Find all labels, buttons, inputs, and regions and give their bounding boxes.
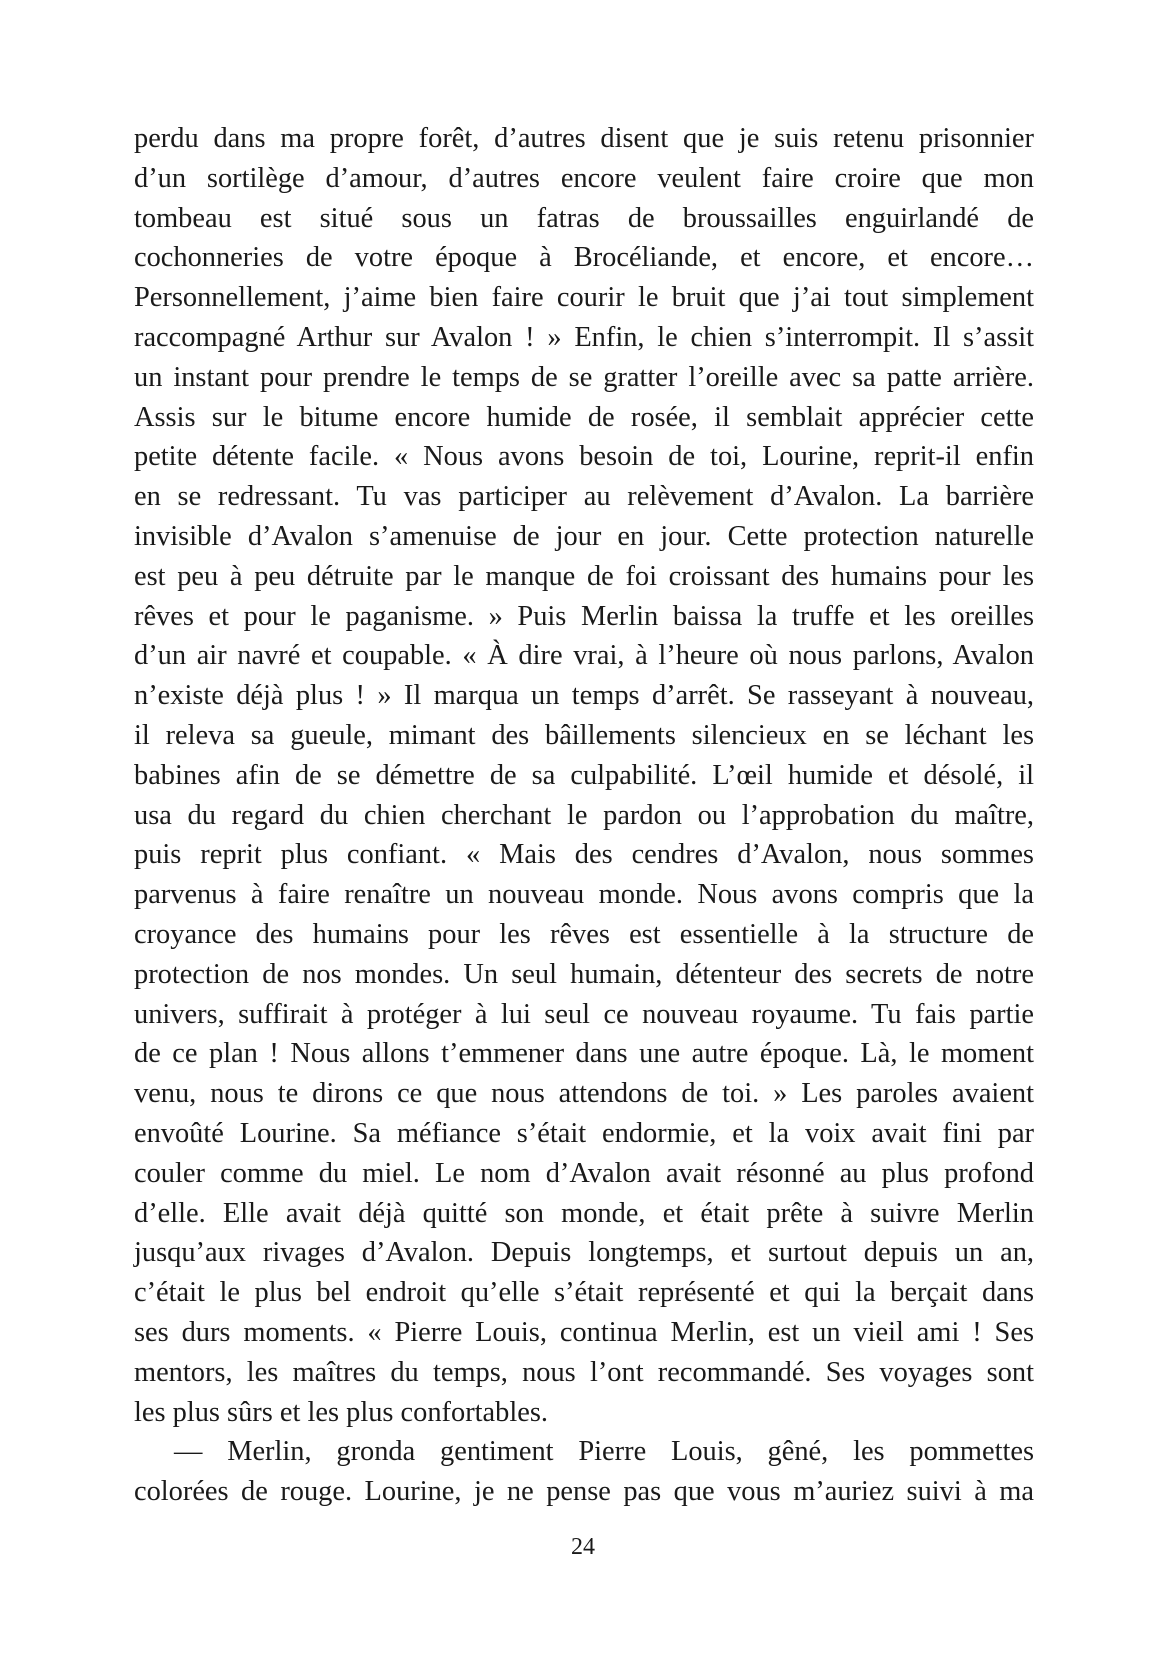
text-line: il releva sa gueule, mimant des bâillements silencieux en se léchant les: [134, 719, 1034, 751]
text-line: croyance des humains pour les rêves est essentielle à la structure de: [134, 918, 1034, 950]
text-line: raccompagné Arthur sur Avalon ! » Enfin, le chien s’interrompit. Il s’assit: [134, 321, 1034, 353]
text-line: usa du regard du chien cherchant le pardon ou l’approbation du maître,: [134, 799, 1034, 831]
text-line: venu, nous te dirons ce que nous attendons de toi. » Les paroles avaient: [134, 1078, 1034, 1110]
paragraph-end-line: les plus sûrs et les plus confortables.: [134, 1396, 548, 1428]
text-line: envoûté Lourine. Sa méfiance s’était endormie, et la voix avait fini par: [134, 1117, 1034, 1149]
text-line: d’un sortilège d’amour, d’autres encore veulent faire croire que mon: [134, 162, 1034, 194]
text-line: invisible d’Avalon s’amenuise de jour en jour. Cette protection naturelle: [134, 520, 1034, 552]
page-number: 24: [571, 1534, 595, 1560]
text-line: ses durs moments. « Pierre Louis, continua Merlin, est un vieil ami ! Ses: [134, 1316, 1034, 1348]
text-line: rêves et pour le paganisme. » Puis Merlin baissa la truffe et les oreilles: [134, 600, 1034, 632]
text-line: couler comme du miel. Le nom d’Avalon avait résonné au plus profond: [134, 1157, 1034, 1189]
text-line: c’était le plus bel endroit qu’elle s’était représenté et qui la berçait dans: [134, 1277, 1034, 1309]
text-line: d’un air navré et coupable. « À dire vrai, à l’heure où nous parlons, Avalon: [134, 640, 1034, 672]
text-line: perdu dans ma propre forêt, d’autres disent que je suis retenu prisonnier: [134, 123, 1034, 154]
text-line: d’elle. Elle avait déjà quitté son monde, et était prête à suivre Merlin: [134, 1197, 1034, 1229]
text-line: parvenus à faire renaître un nouveau monde. Nous avons compris que la: [134, 879, 1034, 911]
body-text: [134, 119, 1034, 1512]
text-line: jusqu’aux rivages d’Avalon. Depuis longtemps, et surtout depuis un an,: [134, 1237, 1034, 1269]
text-line: univers, suffirait à protéger à lui seul ce nouveau royaume. Tu fais partie: [134, 998, 1034, 1030]
text-line: petite détente facile. « Nous avons besoin de toi, Lourine, reprit-il enfin: [134, 441, 1034, 473]
text-line: est peu à peu détruite par le manque de foi croissant des humains pour les: [134, 560, 1034, 592]
text-line: de ce plan ! Nous allons t’emmener dans une autre époque. Là, le moment: [134, 1038, 1034, 1070]
text-line: mentors, les maîtres du temps, nous l’ont recommandé. Ses voyages sont: [134, 1356, 1034, 1388]
text-line: en se redressant. Tu vas participer au relèvement d’Avalon. La barrière: [134, 481, 1034, 513]
text-line: protection de nos mondes. Un seul humain, détenteur des secrets de notre: [134, 958, 1034, 990]
text-line: babines afin de se démettre de sa culpabilité. L’œil humide et désolé, il: [134, 759, 1034, 791]
text-line: puis reprit plus confiant. « Mais des cendres d’Avalon, nous sommes: [134, 839, 1034, 871]
text-line: cochonneries de votre époque à Brocéliande, et encore, et encore…: [134, 242, 1034, 274]
text-line: colorées de rouge. Lourine, je ne pense pas que vous m’auriez suivi à ma: [134, 1476, 1034, 1508]
text-line: n’existe déjà plus ! » Il marqua un temps d’arrêt. Se rasseyant à nouveau,: [134, 680, 1034, 712]
text-line: Personnellement, j’aime bien faire courir le bruit que j’ai tout simplement: [134, 282, 1034, 314]
text-line: un instant pour prendre le temps de se gratter l’oreille avec sa patte arrière.: [134, 361, 1034, 393]
dialogue-line: — Merlin, gronda gentiment Pierre Louis, gêné, les pommettes: [174, 1436, 1034, 1468]
text-line: Assis sur le bitume encore humide de rosée, il semblait apprécier cette: [134, 401, 1034, 433]
text-line: tombeau est situé sous un fatras de broussailles enguirlandé de: [134, 202, 1034, 234]
